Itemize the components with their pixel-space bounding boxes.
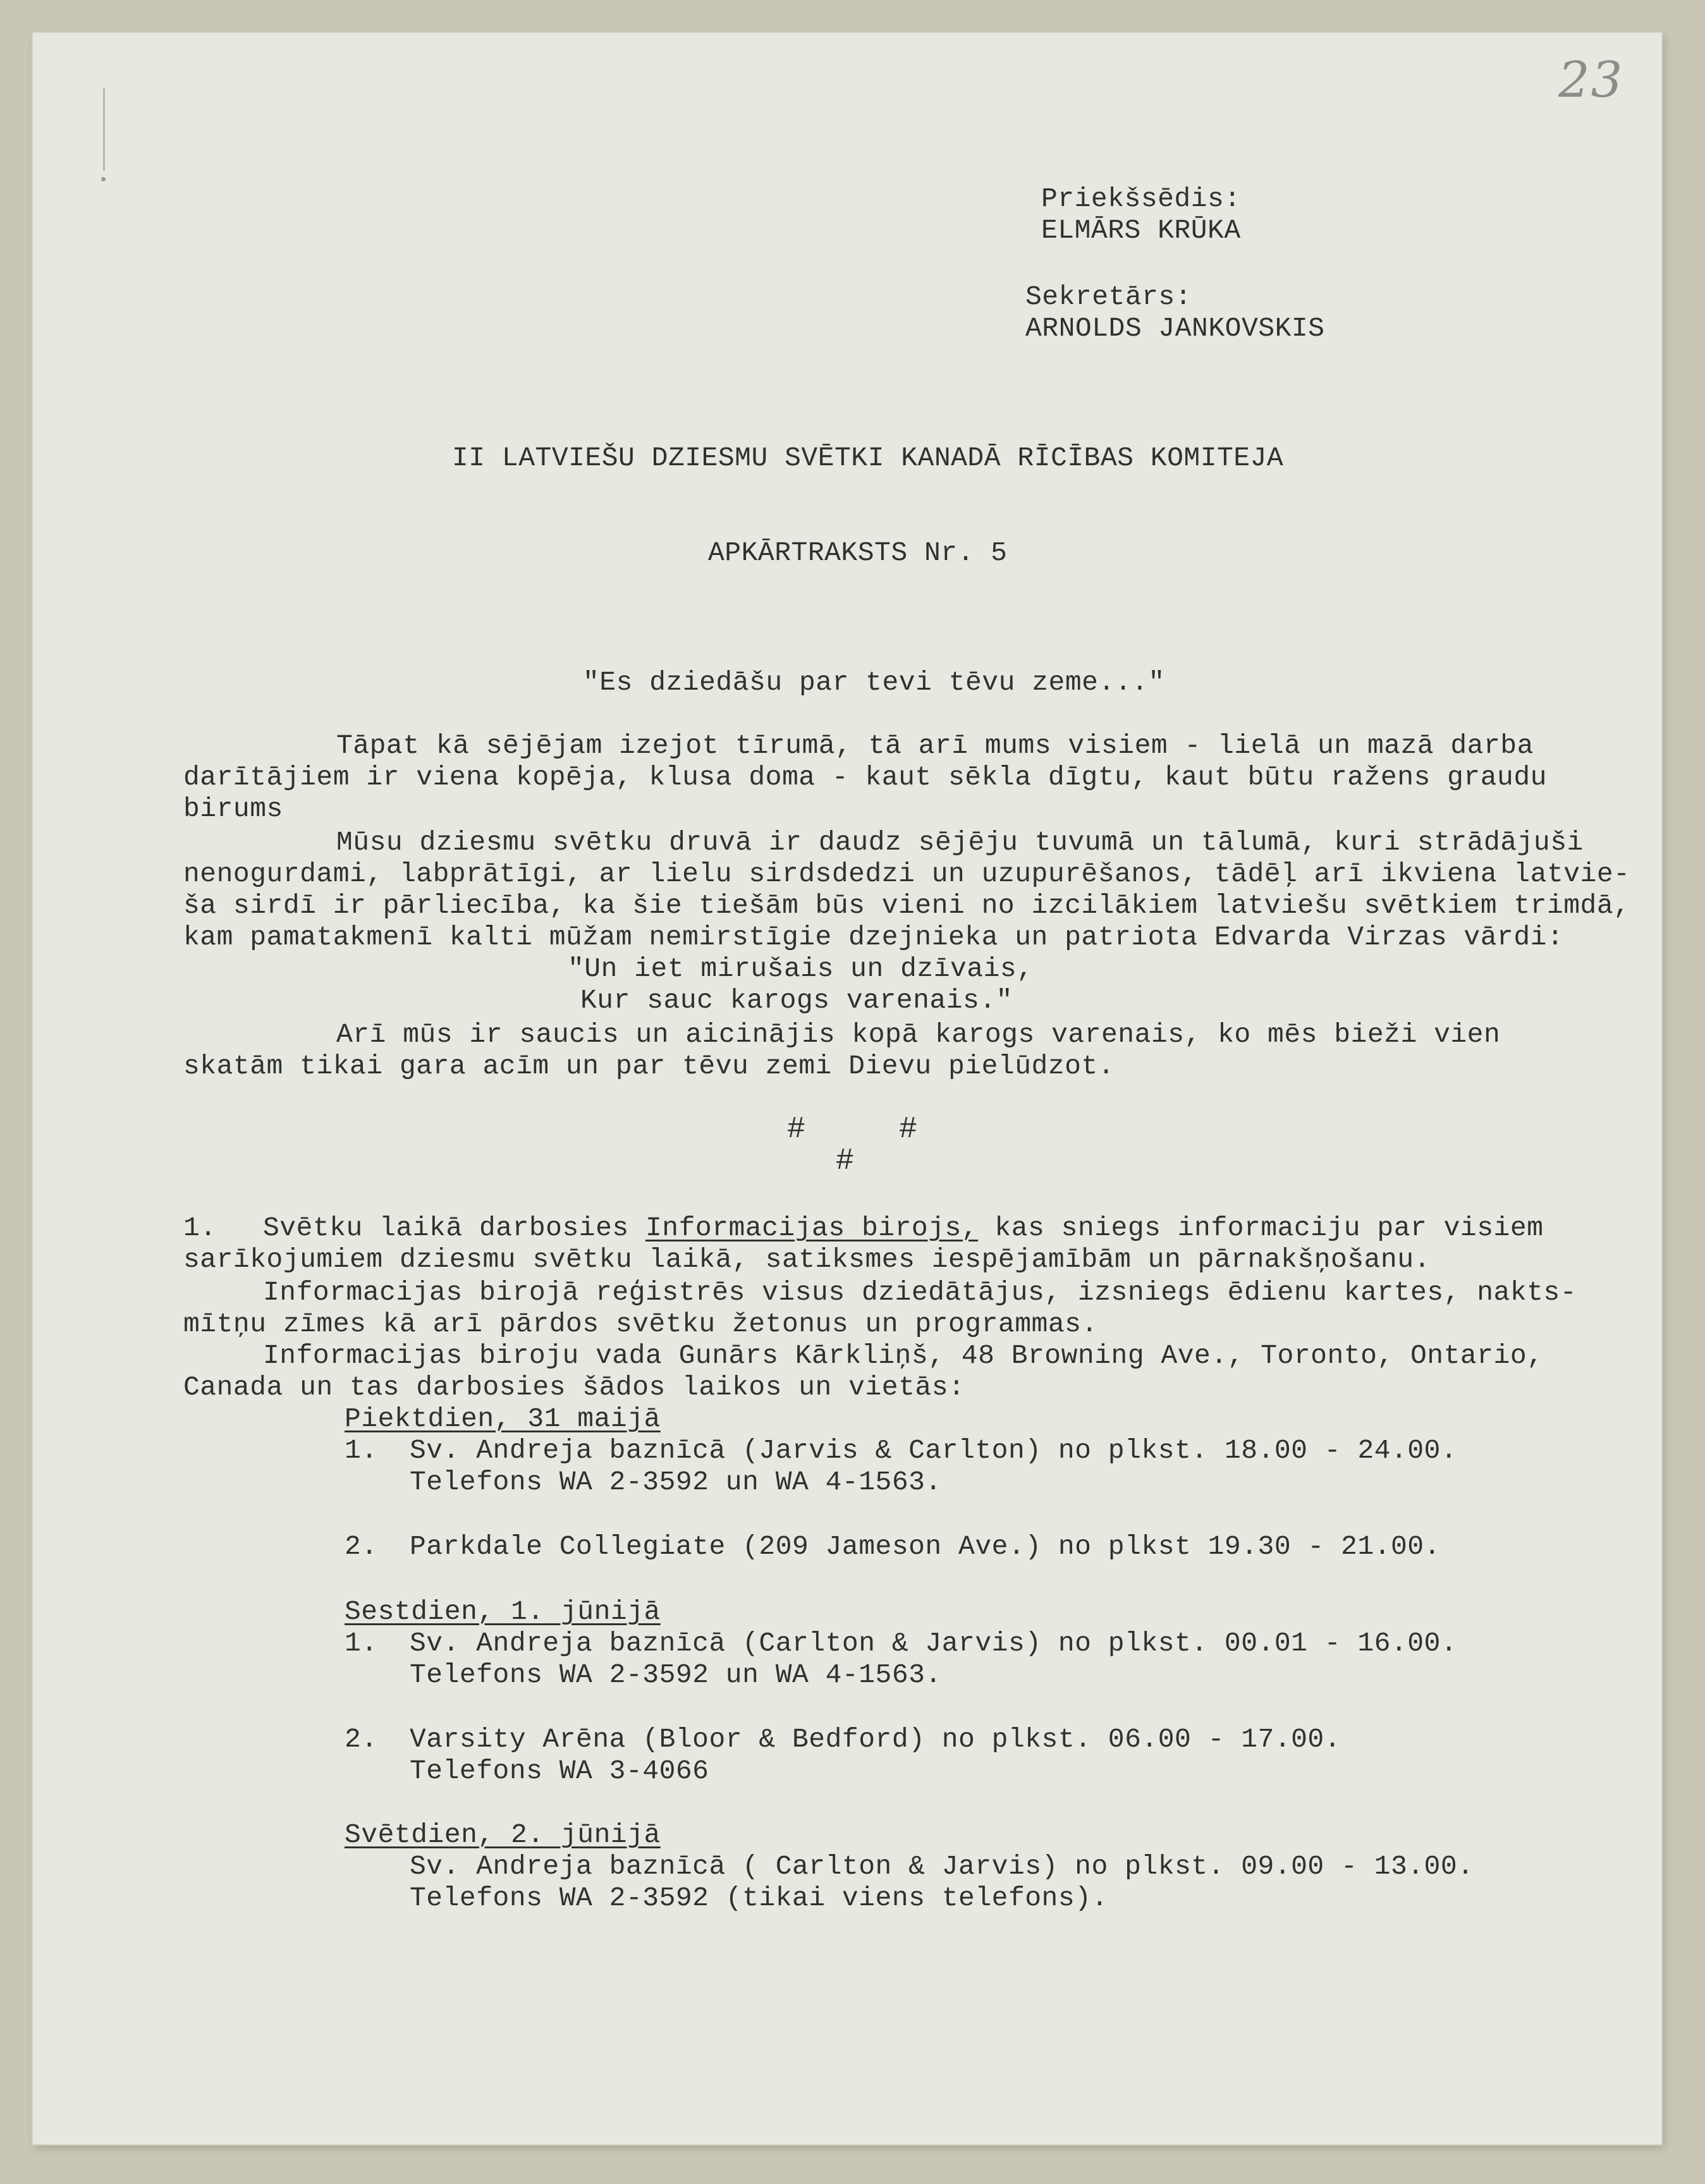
quote-line2: Kur sauc karogs varenais."	[580, 985, 1013, 1016]
saturday-item1-number: 1.	[345, 1628, 378, 1659]
section1-line1	[263, 1212, 1543, 1244]
section1-line1-start: Svētku laikā darbosies	[263, 1212, 645, 1243]
intro-p2-line4: kam pamatakmenī kalti mūžam nemirstīgie dzejnieka un patriota Edvarda Virzas vārdi:	[183, 922, 1564, 953]
document-page	[33, 33, 1661, 2144]
section1-number: 1.	[183, 1212, 217, 1243]
saturday-item1-phone: Telefons WA 2-3592 un WA 4-1563.	[410, 1659, 942, 1690]
divider-hash-left: #	[787, 1113, 805, 1147]
section1-line1-end: kas sniegs informaciju par visiem	[978, 1212, 1544, 1243]
intro-p3-line1: Arī mūs ir saucis un aicinājis kopā karogs varenais, ko mēs bieži vien	[336, 1019, 1501, 1050]
circular-title: APKĀRTRAKSTS Nr. 5	[708, 537, 1008, 568]
intro-p1-line1: Tāpat kā sējējam izejot tīrumā, tā arī mums visiem - lielā un mazā darba	[336, 730, 1534, 761]
friday-item2-number: 2.	[345, 1531, 378, 1562]
section1-p2-line2: mītņu zīmes kā arī pārdos svētku žetonus un programmas.	[183, 1309, 1098, 1339]
intro-p3-line2: skatām tikai gara acīm un par tēvu zemi Dievu pielūdzot.	[183, 1051, 1115, 1082]
section1-line2: sarīkojumiem dziesmu svētku laikā, satiksmes iespējamībām un pārnakšņošanu.	[183, 1244, 1431, 1275]
divider-hash-bottom: #	[836, 1144, 854, 1178]
friday-item1-number: 1.	[345, 1435, 378, 1466]
secretary-name: ARNOLDS JANKOVSKIS	[1025, 313, 1325, 344]
friday-item2-location: Parkdale Collegiate (209 Jameson Ave.) no plkst 19.30 - 21.00.	[410, 1531, 1441, 1562]
margin-pencil-mark	[103, 88, 105, 171]
sunday-phone: Telefons WA 2-3592 (tikai viens telefons).	[410, 1882, 1108, 1913]
section1-p3-line2: Canada un tas darbosies šādos laikos un vietās:	[183, 1372, 965, 1403]
committee-title: II LATVIEŠU DZIESMU SVĒTKI KANADĀ RĪCĪBAS KOMITEJA	[452, 442, 1284, 473]
divider-hash-right: #	[899, 1113, 917, 1147]
friday-item1-phone: Telefons WA 2-3592 un WA 4-1563.	[410, 1467, 942, 1498]
intro-p1-line2: darītājiem ir viena kopēja, klusa doma - kaut sēkla dīgtu, kaut būtu ražens graudu	[183, 762, 1547, 793]
friday-item1-location: Sv. Andreja baznīcā (Jarvis & Carlton) no plkst. 18.00 - 24.00.	[410, 1435, 1458, 1466]
secretary-label: Sekretārs:	[1025, 281, 1192, 312]
sunday-heading: Svētdien, 2. jūnijā	[345, 1819, 661, 1850]
margin-dot-mark	[101, 177, 106, 181]
saturday-item2-phone: Telefons WA 3-4066	[410, 1755, 709, 1786]
quote-line1: "Un iet mirušais un dzīvais,	[568, 953, 1034, 984]
sunday-location: Sv. Andreja baznīcā ( Carlton & Jarvis) no plkst. 09.00 - 13.00.	[410, 1851, 1474, 1882]
saturday-item2-location: Varsity Arēna (Bloor & Bedford) no plkst. 06.00 - 17.00.	[410, 1724, 1341, 1755]
epigraph: "Es dziedāšu par tevi tēvu zeme..."	[583, 667, 1165, 698]
saturday-item1-location: Sv. Andreja baznīcā (Carlton & Jarvis) no plkst. 00.01 - 16.00.	[410, 1628, 1458, 1659]
intro-p2-line3: ša sirdī ir pārliecība, ka šie tiešām būs vieni no izcilākiem latviešu svētkiem trimdā,	[183, 890, 1630, 921]
intro-p2-line1: Mūsu dziesmu svētku druvā ir daudz sējēju tuvumā un tālumā, kuri strādājuši	[336, 827, 1584, 858]
handwritten-page-number: 23	[1558, 52, 1624, 109]
intro-p1-line3: birums	[183, 793, 283, 824]
section1-p2-line1: Informacijas birojā reģistrēs visus dziedātājus, izsniegs ēdienu kartes, nakts-	[263, 1277, 1577, 1308]
chair-name: ELMĀRS KRŪKA	[1041, 215, 1241, 246]
section1-p3-line1: Informacijas biroju vada Gunārs Kārkliņš, 48 Browning Ave., Toronto, Ontario,	[263, 1340, 1544, 1371]
saturday-heading: Sestdien, 1. jūnijā	[345, 1596, 661, 1627]
intro-p2-line2: nenogurdami, labprātīgi, ar lielu sirdsdedzi un uzupurēšanos, tādēļ arī ikviena latvie-	[183, 858, 1630, 889]
friday-heading: Piektdien, 31 maijā	[345, 1403, 661, 1434]
info-bureau-term: Informacijas birojs,	[645, 1212, 979, 1243]
saturday-item2-number: 2.	[345, 1724, 378, 1755]
chair-label: Priekšsēdis:	[1041, 183, 1241, 214]
